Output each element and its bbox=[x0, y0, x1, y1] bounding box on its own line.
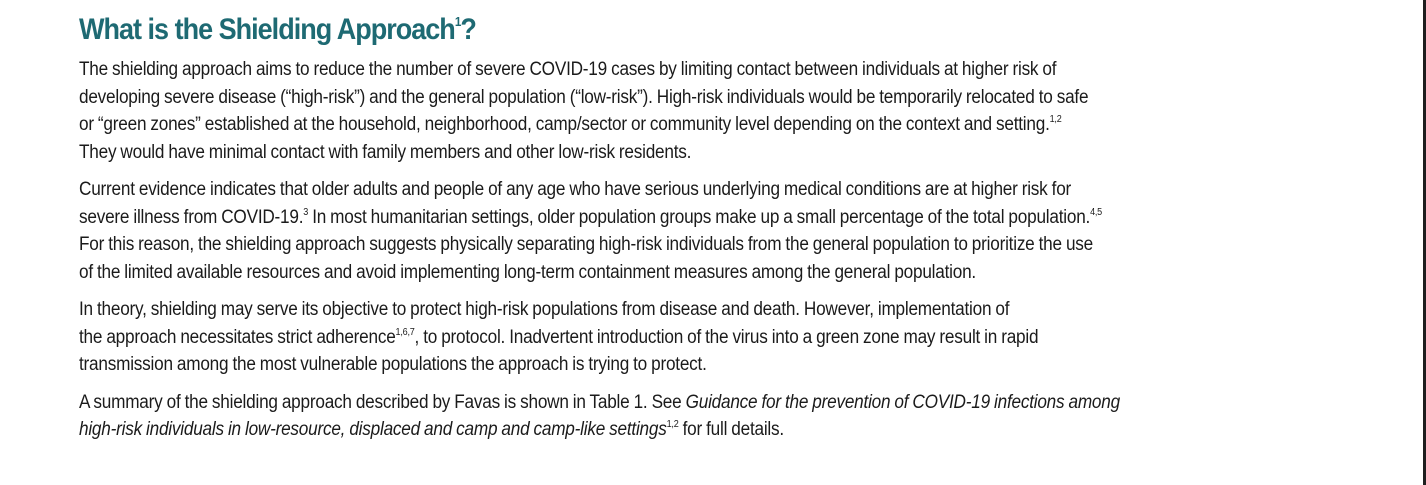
paragraph-3-line-3: transmission among the most vulnerable populations the approach is trying to protect. bbox=[79, 354, 707, 375]
paragraph-3 bbox=[79, 296, 1379, 379]
paragraph-1-line-2: developing severe disease (“high-risk”) and the general population (“low-risk”). High-risk individuals would be temporarily relocated to safe bbox=[79, 86, 1089, 108]
paragraph-4 bbox=[79, 389, 1379, 444]
paragraph-1-line-1: The shielding approach aims to reduce the number of severe COVID-19 cases by limiting contact between individuals at higher risk of bbox=[79, 59, 1057, 80]
paragraph-1 bbox=[79, 56, 1379, 166]
guidance-title-part-2: high-risk individuals in low-resource, displaced and camp and camp-like settings bbox=[79, 419, 667, 440]
paragraph-4-line-1 bbox=[79, 389, 1256, 417]
paragraph-3-line-2-text-a: the approach necessitates strict adherence bbox=[79, 326, 396, 348]
footnote-ref: 4,5 bbox=[1090, 206, 1102, 218]
paragraph-1-line-3-text: or “green zones” established at the household, neighborhood, camp/sector or community level depending on the context and setting. bbox=[79, 114, 1050, 135]
footnote-ref: 1,2 bbox=[1049, 114, 1062, 125]
section-title-text: What is the Shielding Approach bbox=[79, 13, 455, 46]
guidance-title-part-1: Guidance for the prevention of COVID-19 infections among bbox=[685, 391, 1120, 413]
footnote-ref: 3 bbox=[303, 206, 309, 218]
paragraph-3-line-1: In theory, shielding may serve its objective to protect high-risk populations from disease and death. However, implementation of bbox=[79, 299, 1010, 320]
paragraph-1-line-4: They would have minimal contact with family members and other low-risk residents. bbox=[79, 141, 692, 163]
section-title bbox=[79, 8, 1249, 52]
title-question-mark: ? bbox=[460, 13, 476, 46]
document-content bbox=[79, 8, 1379, 454]
paragraph-1-line-3 bbox=[79, 111, 1256, 139]
footnote-ref: 1,2 bbox=[666, 419, 679, 430]
paragraph-2-line-2-text-a: severe illness from COVID-19. bbox=[79, 206, 304, 228]
paragraph-2-line-2 bbox=[79, 204, 1256, 232]
paragraph-4-line-1-text: A summary of the shielding approach described by Favas is shown in Table 1. See bbox=[79, 391, 686, 413]
paragraph-3-line-2 bbox=[79, 324, 1256, 352]
paragraph-4-line-2-text: for full details. bbox=[678, 419, 784, 440]
paragraph-2-line-3: For this reason, the shielding approach suggests physically separating high-risk individuals from the general population to prioritize the use bbox=[79, 234, 1093, 255]
paragraph-2-line-4: of the limited available resources and avoid implementing long-term containment measures among the general population. bbox=[79, 261, 976, 283]
paragraph-3-line-2-text-b: , to protocol. Inadvertent introduction of the virus into a green zone may result in rapid bbox=[414, 326, 1039, 348]
paragraph-2 bbox=[79, 176, 1379, 286]
paragraph-2-line-1: Current evidence indicates that older adults and people of any age who have serious underlying medical conditions are at higher risk for bbox=[79, 179, 1072, 200]
paragraph-4-line-2 bbox=[79, 416, 1256, 444]
title-footnote-ref: 1 bbox=[454, 14, 461, 29]
footnote-ref: 1,6,7 bbox=[395, 326, 415, 338]
paragraph-2-line-2-text-b: In most humanitarian settings, older population groups make up a small percentage of the total population. bbox=[308, 206, 1091, 228]
